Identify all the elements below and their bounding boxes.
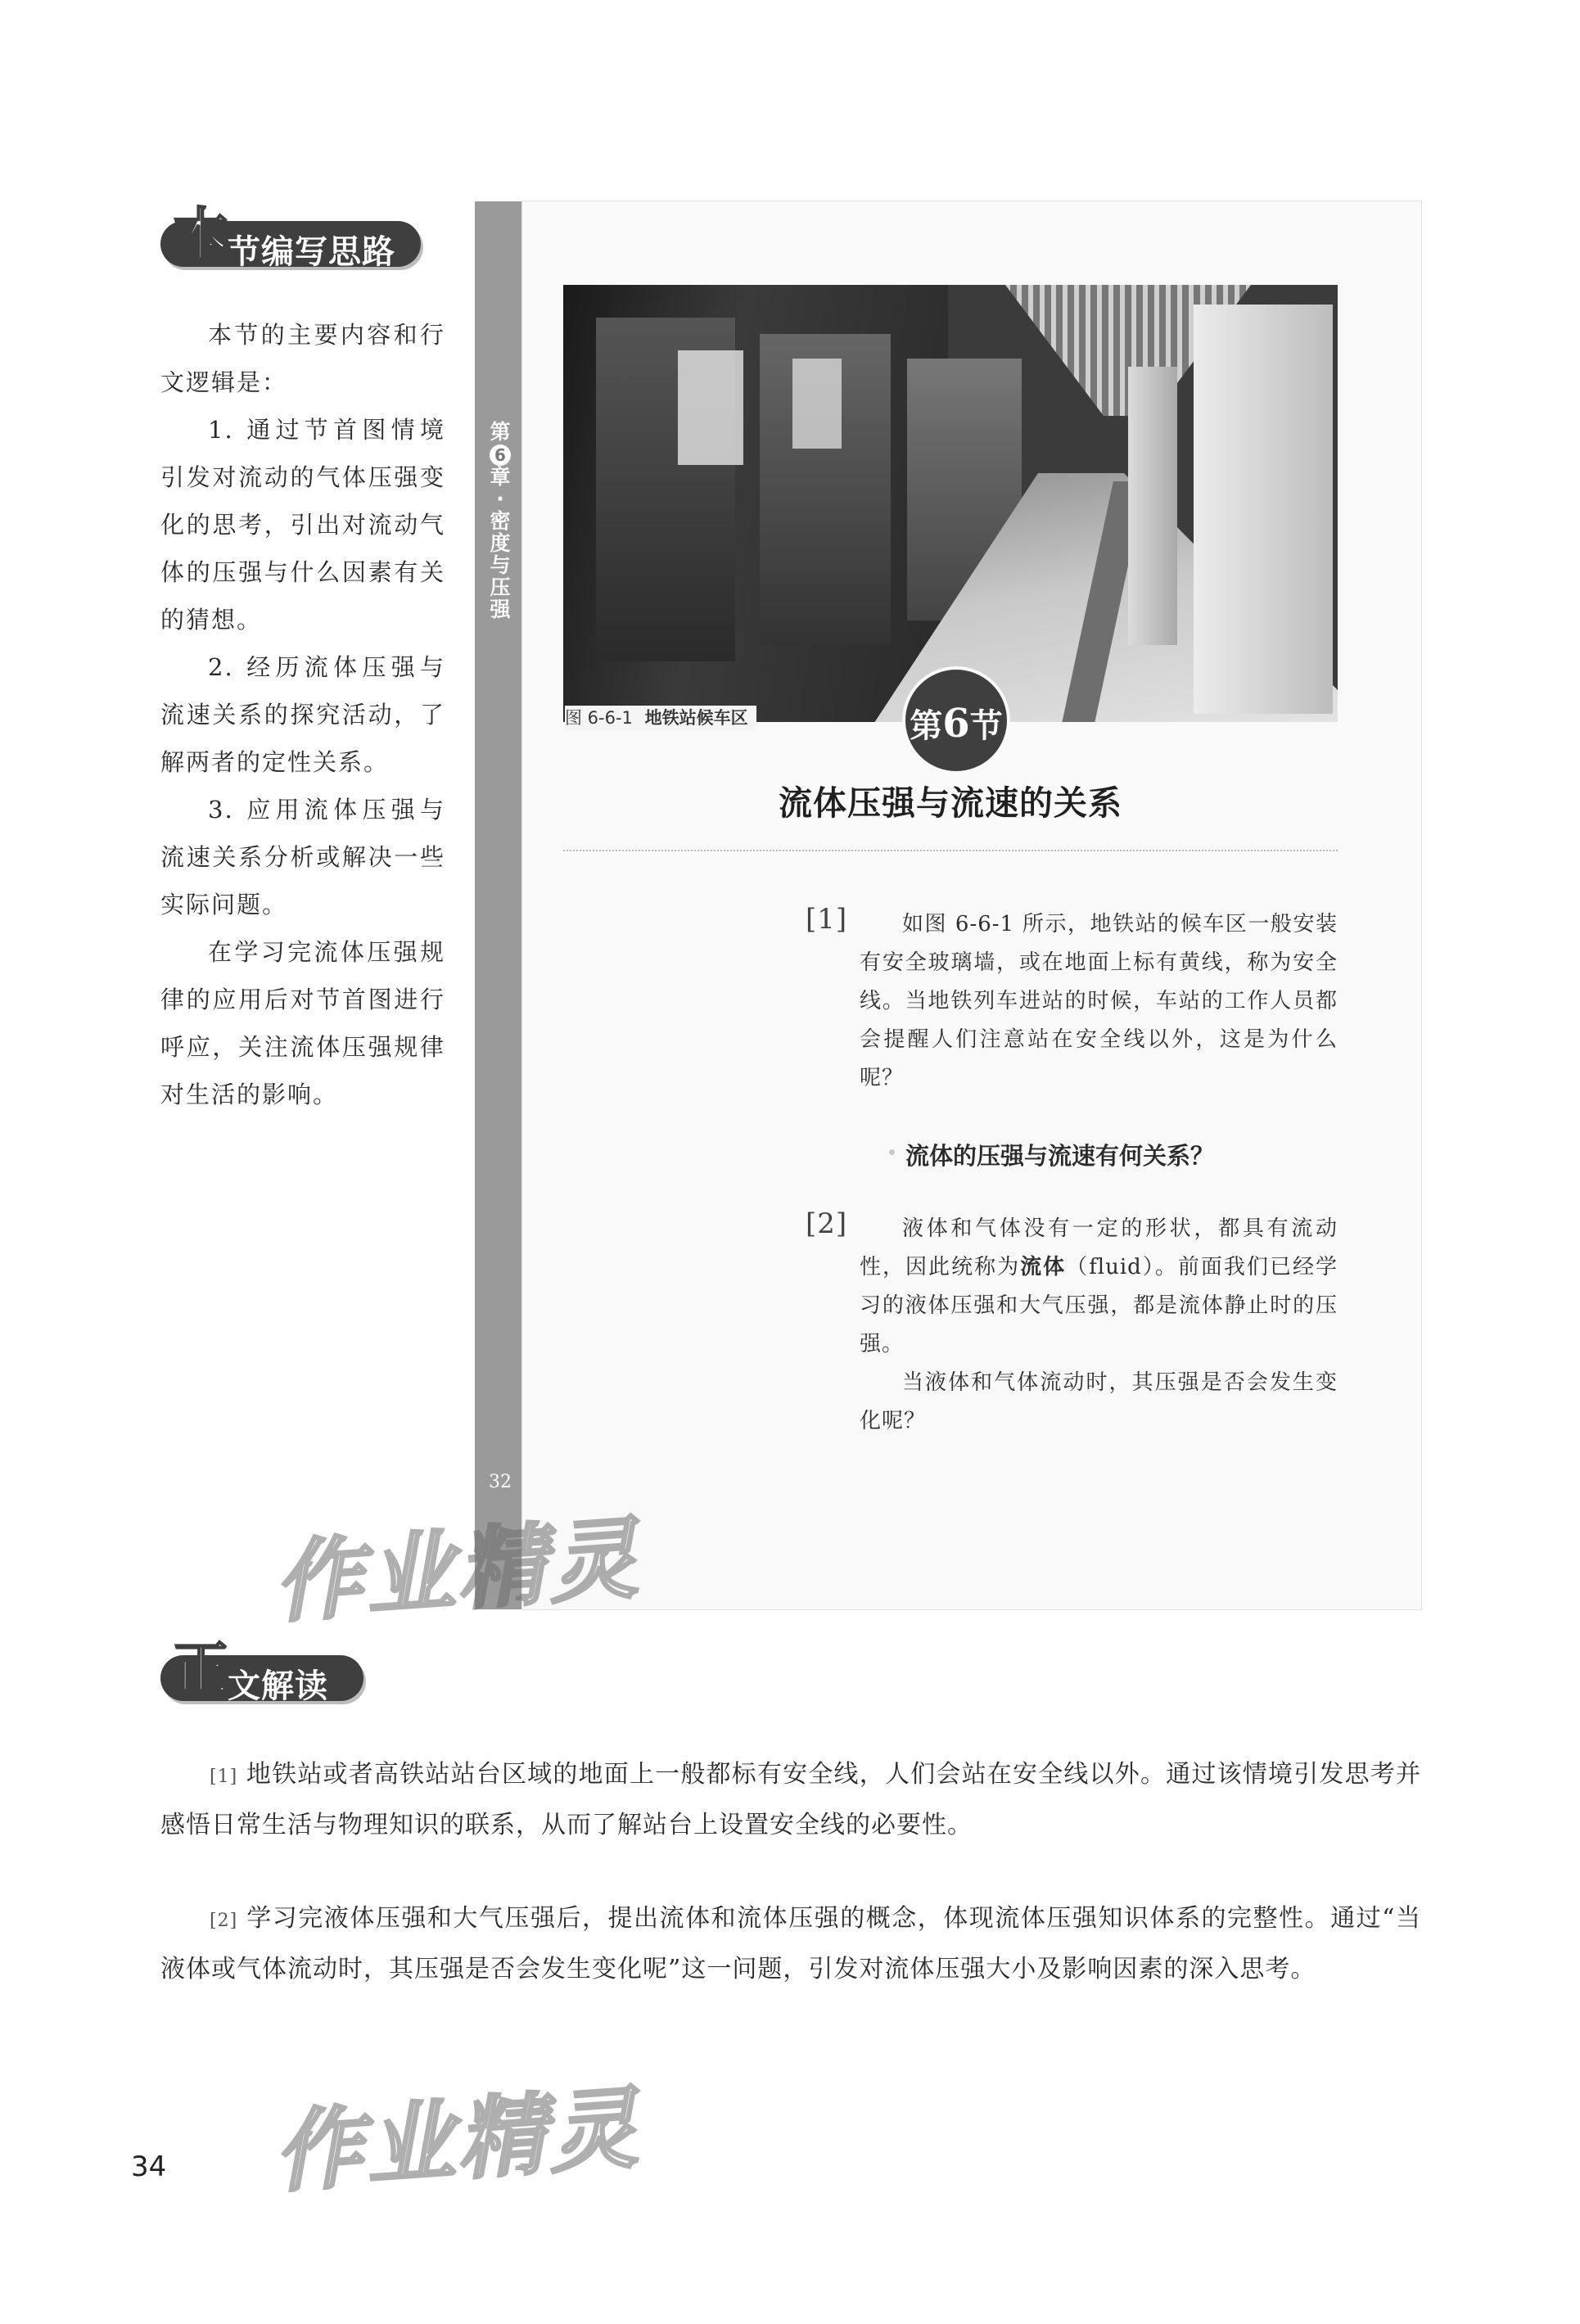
header-text: 文解读 <box>228 1667 328 1705</box>
watermark: 作业精灵 <box>270 1507 644 1636</box>
watermark: 作业精灵 <box>270 2077 644 2205</box>
header-big-char: 正 <box>172 1636 229 1703</box>
chapter-title: 密度与压强 <box>490 509 511 621</box>
page-spine <box>475 201 522 1609</box>
header-text: 节编写思路 <box>228 233 395 271</box>
paragraph-marker: [2] <box>806 1207 848 1240</box>
figure-caption <box>565 706 756 730</box>
design-paragraph: 在学习完流体压强规律的应用后对节首图进行呼应，关注流体压强规律对生活的影响。 <box>160 938 445 1108</box>
design-paragraph: 3. 应用流体压强与流速关系分析或解决一些实际问题。 <box>160 796 445 918</box>
bullet-dot <box>889 1149 895 1155</box>
divider <box>563 850 1338 851</box>
text-reading-header <box>160 1636 363 1705</box>
note-text: 地铁站或者高铁站站台区域的地面上一般都标有安全线，人们会站在安全线以外。通过该情境引发思考并感悟日常生活与物理知识的联系，从而了解站台上设置安全线的必要性。 <box>160 1760 1421 1839</box>
design-notes <box>160 311 445 1118</box>
reading-note-1 <box>160 1750 1421 1849</box>
inquiry-question: 流体的压强与流速有何关系？ <box>905 1138 1214 1171</box>
section-design-header <box>160 201 421 271</box>
subway-platform-photo <box>563 285 1338 722</box>
paragraph-text: 当液体和气体流动时，其压强是否会发生变化呢？ <box>860 1370 1338 1433</box>
paragraph-text: 液体和气体没有一定的形状，都具有流动性，因此统称为流体（fluid）。前面我们已经学习的液体压强和大气压强，都是流体静止时的压强。 <box>860 1216 1338 1356</box>
note-marker: [2] <box>210 1911 238 1931</box>
design-paragraph: 本节的主要内容和行文逻辑是： <box>160 321 445 396</box>
chapter-number: 6 <box>490 444 511 466</box>
paragraph-marker: [1] <box>806 903 848 936</box>
header-big-char: 本 <box>172 201 229 269</box>
paragraph-1 <box>806 903 1338 1098</box>
design-paragraph: 2. 经历流体压强与流速关系的探究活动，了解两者的定性关系。 <box>160 653 445 776</box>
paragraph-text: 如图 6-6-1 所示，地铁站的候车区一般安装有安全玻璃墙，或在地面上标有黄线，称为安全线。当地铁列车进站的时候，车站的工作人员都会提醒人们注意站在安全线以外，这是为什么呢？ <box>860 912 1338 1090</box>
section-title: 流体压强与流速的关系 <box>779 783 1122 823</box>
embedded-page-number: 32 <box>489 1472 512 1492</box>
section-number-badge: 第6节 <box>902 666 1010 774</box>
page-number: 34 <box>131 2150 167 2183</box>
paragraph-2 <box>806 1207 1338 1441</box>
design-paragraph: 1. 通过节首图情境引发对流动的气体压强变化的思考，引出对流动气体的压强与什么因素有关的猜想。 <box>160 416 445 634</box>
term-fluid: 流体 <box>1020 1255 1067 1279</box>
chapter-label: 第 6 章 · 密度与压强 <box>488 421 512 620</box>
reading-note-2 <box>160 1894 1421 1993</box>
note-marker: [1] <box>210 1767 238 1787</box>
note-text: 学习完液体压强和大气压强后，提出流体和流体压强的概念，体现流体压强知识体系的完整性。通过“当液体或气体流动时，其压强是否会发生变化呢”这一问题，引发对流体压强大小及影响因素的深入思考。 <box>160 1904 1421 1983</box>
figure-label: 图 6-6-1 <box>565 708 633 728</box>
figure-title: 地铁站候车区 <box>644 708 748 728</box>
